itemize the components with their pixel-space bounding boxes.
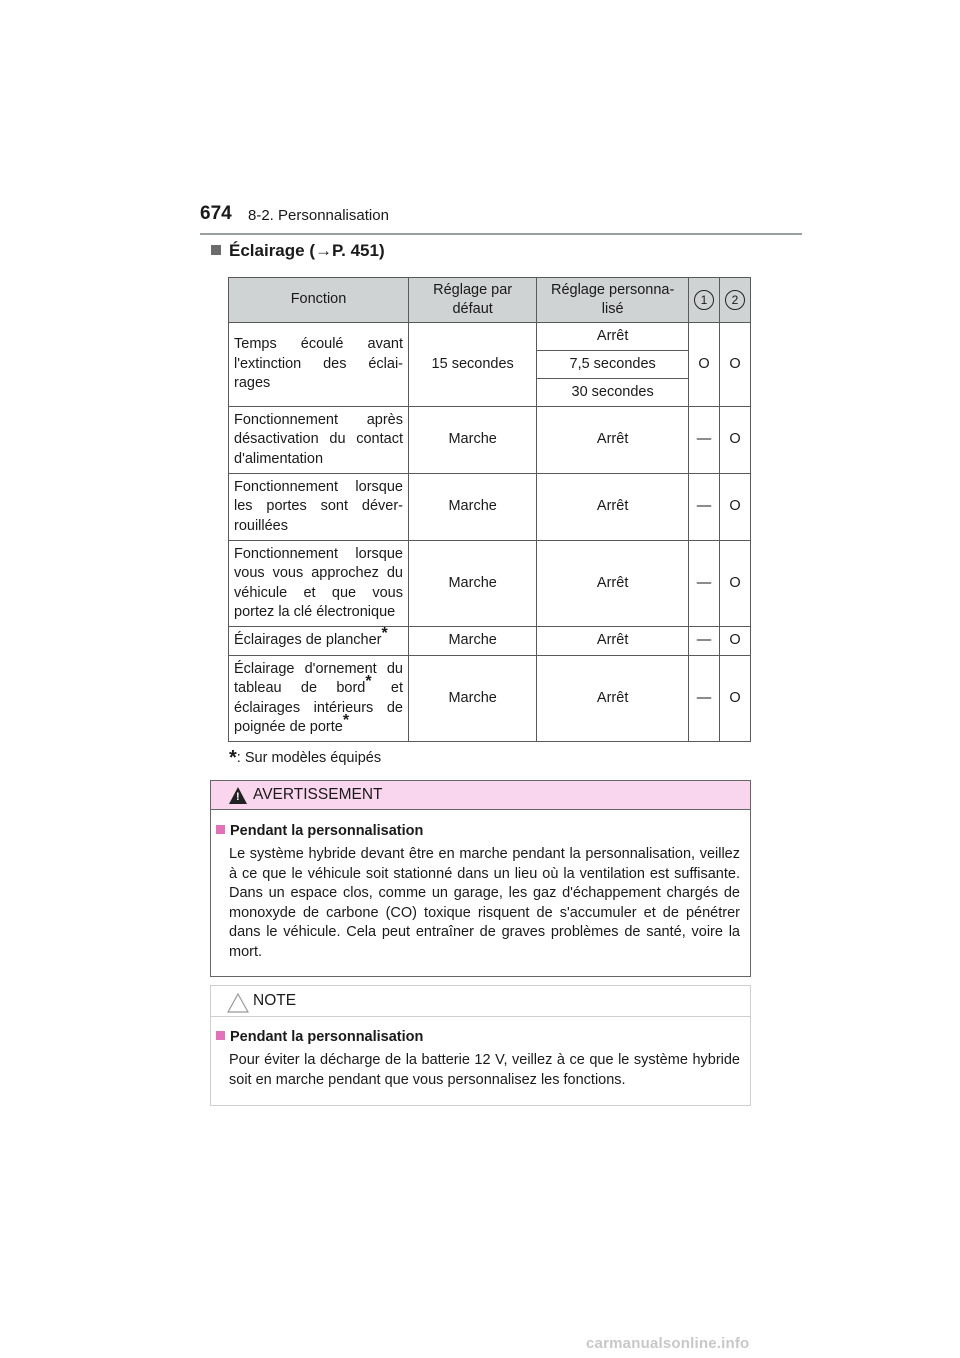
note-subtitle bbox=[216, 1029, 423, 1045]
footnote-mark: * bbox=[229, 747, 237, 769]
warning-triangle-icon: ! bbox=[229, 787, 247, 804]
row-function: Fonctionnement lorsque vous vous approchez du véhicule et que vous portez la clé électronique bbox=[229, 541, 409, 627]
row-col2: O bbox=[719, 407, 750, 474]
settings-table bbox=[228, 277, 751, 742]
watermark: carmanualsonline.info bbox=[586, 1335, 750, 1352]
asterisk-mark: * bbox=[381, 625, 388, 643]
table-row bbox=[229, 656, 751, 742]
row-function-text: Éclairage d'ornement du tableau de bord bbox=[234, 660, 403, 696]
warning-subtitle-text: Pendant la personnalisation bbox=[230, 823, 424, 839]
warning-body: Le système hybride devant être en marche pendant la personnalisation, veillez à ce que le véhicule soit stationné dans un lieu où la ventilation est suffisante. Dans un espace clos, comme un garage, les gaz d'échappement chargés de monoxyde de carbone (CO) toxique risquent de s'accumuler et de pénétrer dans le véhicule. Cela peut entraîner de graves problèmes de santé, voire la mort. bbox=[229, 846, 740, 960]
chapter-title: 8-2. Personnalisation bbox=[248, 207, 389, 224]
row-col2: O bbox=[719, 474, 750, 541]
header-rule bbox=[200, 233, 802, 235]
note-header bbox=[211, 986, 750, 1017]
header-col2 bbox=[719, 278, 750, 323]
row-custom: Arrêt bbox=[537, 627, 689, 656]
warning-header bbox=[211, 781, 750, 810]
row-col2: O bbox=[719, 541, 750, 627]
row-col2: O bbox=[719, 656, 750, 742]
row-default: Marche bbox=[409, 407, 537, 474]
section-title-text: Éclairage (→P. 451) bbox=[229, 241, 385, 260]
row-col1: — bbox=[688, 656, 719, 742]
table-header-row bbox=[229, 278, 751, 323]
row-default: Marche bbox=[409, 656, 537, 742]
note-subtitle-text: Pendant la personnalisation bbox=[230, 1029, 424, 1045]
asterisk-mark: * bbox=[365, 673, 372, 690]
row-col1: — bbox=[688, 474, 719, 541]
header-function: Fonction bbox=[229, 278, 409, 323]
row-function: Fonctionnement lorsque les portes sont déver-rouillées bbox=[229, 474, 409, 541]
row-function bbox=[229, 656, 409, 742]
row-col1: — bbox=[688, 627, 719, 656]
row-default: Marche bbox=[409, 627, 537, 656]
asterisk-mark: * bbox=[342, 712, 350, 729]
row-function-text: Éclairages de plancher bbox=[234, 632, 382, 649]
footnote bbox=[229, 747, 381, 770]
row-col1: — bbox=[688, 407, 719, 474]
row-custom: Arrêt bbox=[537, 407, 689, 474]
note-body: Pour éviter la décharge de la batterie 12 V, veillez à ce que le système hybride soit en marche pendant que vous personnalisez les fonctions. bbox=[229, 1052, 740, 1088]
row-custom: Arrêt bbox=[537, 656, 689, 742]
table-row bbox=[229, 407, 751, 474]
header-default: Réglage par défaut bbox=[409, 278, 537, 323]
row-default: Marche bbox=[409, 474, 537, 541]
table-row bbox=[229, 541, 751, 627]
row-col2: O bbox=[719, 627, 750, 656]
row-function bbox=[229, 627, 409, 656]
circled-1-icon: 1 bbox=[694, 290, 714, 310]
row-custom: Arrêt bbox=[537, 474, 689, 541]
row-col2: O bbox=[719, 323, 750, 407]
row-option: 30 secondes bbox=[537, 379, 689, 407]
warning-label: AVERTISSEMENT bbox=[253, 786, 383, 803]
table-row bbox=[229, 627, 751, 656]
header-custom: Réglage personna-lisé bbox=[537, 278, 689, 323]
row-default: Marche bbox=[409, 541, 537, 627]
page-header bbox=[200, 203, 802, 235]
square-bullet-icon bbox=[216, 1031, 225, 1040]
footnote-text: : Sur modèles équipés bbox=[236, 750, 382, 766]
table-row bbox=[229, 323, 751, 351]
row-col1: — bbox=[688, 541, 719, 627]
row-default: 15 secondes bbox=[409, 323, 537, 407]
note-label: NOTE bbox=[253, 992, 297, 1009]
table-row bbox=[229, 474, 751, 541]
square-bullet-icon bbox=[216, 825, 225, 834]
warning-subtitle bbox=[216, 823, 423, 839]
row-option: 7,5 secondes bbox=[537, 351, 689, 379]
row-function: Temps écoulé avant l'extinction des éclai-rages bbox=[229, 323, 409, 407]
caution-triangle-icon bbox=[227, 993, 249, 1013]
row-function: Fonctionnement après désactivation du contact d'alimentation bbox=[229, 407, 409, 474]
note-box bbox=[210, 985, 751, 1106]
row-custom: Arrêt bbox=[537, 541, 689, 627]
header-col1 bbox=[688, 278, 719, 323]
circled-2-icon: 2 bbox=[725, 290, 745, 310]
warning-box bbox=[210, 780, 751, 977]
square-bullet-icon bbox=[211, 245, 221, 255]
row-function-text: et éclairages intérieurs de poignée de porte bbox=[234, 680, 404, 735]
row-option: Arrêt bbox=[537, 323, 689, 351]
row-col1: O bbox=[688, 323, 719, 407]
section-title bbox=[211, 241, 385, 261]
page-number: 674 bbox=[200, 203, 232, 224]
